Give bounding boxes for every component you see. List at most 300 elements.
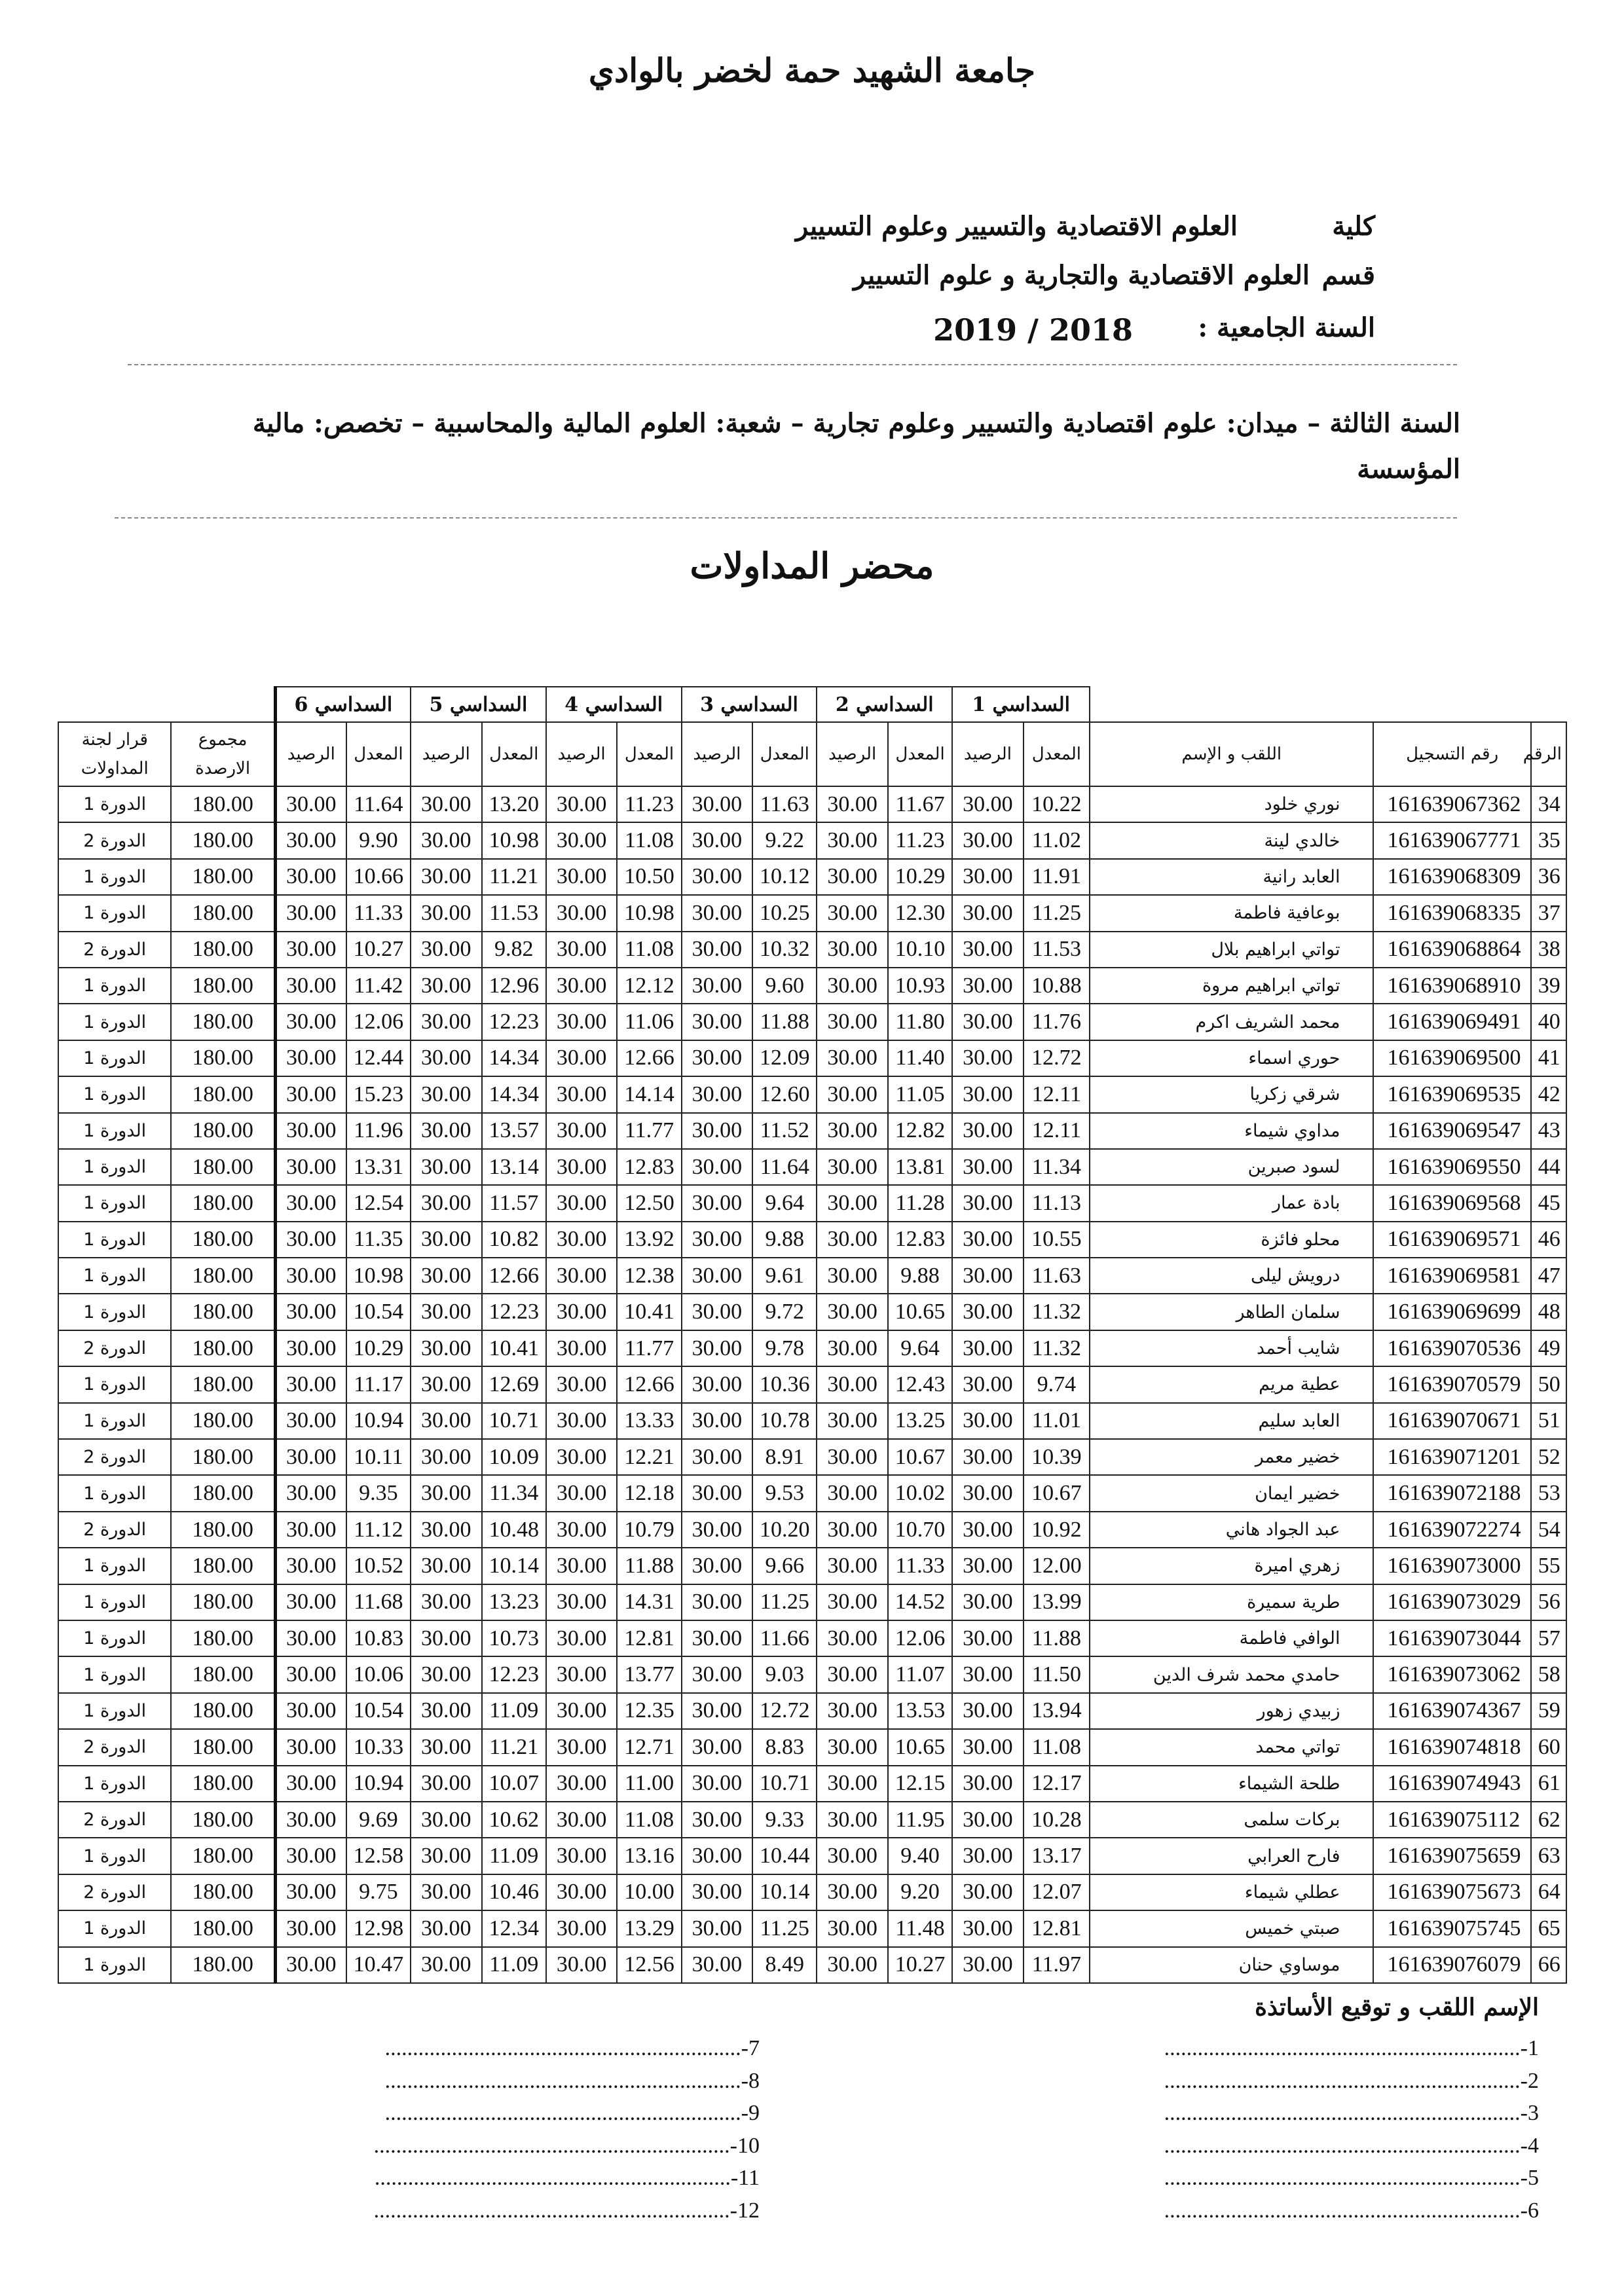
semester-credits: 30.00 — [682, 1512, 753, 1548]
semester-credits: 30.00 — [952, 1475, 1024, 1511]
semester-credits: 30.00 — [275, 1874, 346, 1910]
semester-credits: 30.00 — [411, 932, 482, 968]
semester-average: 12.98 — [346, 1910, 411, 1946]
total-credits: 180.00 — [171, 1874, 275, 1910]
semester-credits: 30.00 — [546, 1693, 618, 1729]
semester-credits: 30.00 — [952, 1294, 1024, 1330]
col-index: الرقم — [1531, 722, 1566, 786]
student-name: شايب أحمد — [1090, 1330, 1373, 1366]
table-row — [58, 1910, 1566, 1946]
semester-average: 12.23 — [482, 1656, 546, 1692]
semester-average: 12.18 — [617, 1475, 681, 1511]
semester-credits: 30.00 — [411, 1729, 482, 1765]
decision: الدورة 2 — [58, 1439, 171, 1475]
table-row — [58, 1330, 1566, 1366]
decision: الدورة 1 — [58, 1838, 171, 1874]
semester-average: 10.14 — [482, 1548, 546, 1584]
registration-number: 161639069581 — [1373, 1258, 1530, 1294]
semester-credits: 30.00 — [275, 1403, 346, 1439]
semester-credits: 30.00 — [817, 1693, 888, 1729]
row-index: 52 — [1531, 1439, 1566, 1475]
semester-credits: 30.00 — [682, 1802, 753, 1838]
semester-credits: 30.00 — [682, 968, 753, 1004]
semester-credits: 30.00 — [817, 1802, 888, 1838]
semester-average: 10.27 — [346, 932, 411, 968]
semester-average: 11.67 — [888, 786, 952, 822]
faculty-value: العلوم الاقتصادية والتسيير وعلوم التسيير — [795, 211, 1238, 242]
semester-credits: 30.00 — [817, 1040, 888, 1076]
table-row — [58, 822, 1566, 858]
semester-average: 11.08 — [617, 1802, 681, 1838]
semester-average: 11.52 — [752, 1113, 817, 1149]
row-index: 46 — [1531, 1222, 1566, 1258]
registration-number: 161639069535 — [1373, 1076, 1530, 1112]
semester-credits: 30.00 — [546, 895, 618, 931]
semester-credits: 30.00 — [411, 1874, 482, 1910]
row-index: 48 — [1531, 1294, 1566, 1330]
semester-credits: 30.00 — [411, 1947, 482, 1983]
department-label: قسم — [1321, 260, 1375, 291]
table-row — [58, 1040, 1566, 1076]
semester-credits: 30.00 — [682, 1149, 753, 1185]
semester-credits: 30.00 — [275, 1294, 346, 1330]
semester-credits: 30.00 — [275, 1439, 346, 1475]
semester-credits: 30.00 — [817, 1403, 888, 1439]
semester-credits: 30.00 — [546, 1294, 618, 1330]
semester-credits: 30.00 — [546, 1620, 618, 1656]
col-credits: الرصيد — [952, 722, 1024, 786]
decision: الدورة 1 — [58, 1004, 171, 1040]
semester-average: 10.33 — [346, 1729, 411, 1765]
semester-header: السداسي 1 — [952, 687, 1090, 722]
semester-average: 15.23 — [346, 1076, 411, 1112]
semester-average: 12.83 — [888, 1222, 952, 1258]
semester-credits: 30.00 — [411, 1439, 482, 1475]
semester-average: 12.07 — [1024, 1874, 1090, 1910]
semester-average: 9.40 — [888, 1838, 952, 1874]
semester-credits: 30.00 — [411, 1620, 482, 1656]
decision: الدورة 1 — [58, 1656, 171, 1692]
row-index: 51 — [1531, 1403, 1566, 1439]
semester-average: 9.61 — [752, 1258, 817, 1294]
semester-average: 10.29 — [346, 1330, 411, 1366]
col-total: مجموع الارصدة — [171, 722, 275, 786]
semester-average: 12.35 — [617, 1693, 681, 1729]
registration-number: 161639068864 — [1373, 932, 1530, 968]
semester-average: 10.36 — [752, 1366, 817, 1402]
semester-average: 10.02 — [888, 1475, 952, 1511]
semester-average: 11.33 — [888, 1548, 952, 1584]
semester-credits: 30.00 — [817, 859, 888, 895]
semester-credits: 30.00 — [817, 1149, 888, 1185]
semester-average: 10.92 — [1024, 1512, 1090, 1548]
total-credits: 180.00 — [171, 1330, 275, 1366]
row-index: 45 — [1531, 1185, 1566, 1221]
col-average: المعدل — [482, 722, 546, 786]
semester-credits: 30.00 — [411, 1838, 482, 1874]
semester-credits: 30.00 — [817, 1222, 888, 1258]
semester-average: 12.23 — [482, 1004, 546, 1040]
semester-average: 12.66 — [617, 1040, 681, 1076]
semester-average: 11.48 — [888, 1910, 952, 1946]
total-credits: 180.00 — [171, 1113, 275, 1149]
total-credits: 180.00 — [171, 1258, 275, 1294]
semester-average: 13.81 — [888, 1149, 952, 1185]
table-row — [58, 786, 1566, 822]
student-name: صبتي خميس — [1090, 1910, 1373, 1946]
table-row — [58, 1838, 1566, 1874]
semester-credits: 30.00 — [275, 1693, 346, 1729]
semester-credits: 30.00 — [682, 1185, 753, 1221]
decision: الدورة 1 — [58, 1149, 171, 1185]
student-name: فارح العرابي — [1090, 1838, 1373, 1874]
registration-number: 161639069550 — [1373, 1149, 1530, 1185]
semester-credits: 30.00 — [546, 1802, 618, 1838]
col-average: المعدل — [752, 722, 817, 786]
semester-average: 12.82 — [888, 1113, 952, 1149]
semester-credits: 30.00 — [411, 1185, 482, 1221]
registration-number: 161639072274 — [1373, 1512, 1530, 1548]
registration-number: 161639075673 — [1373, 1874, 1530, 1910]
signature-line: 5-................................................................ — [1164, 2166, 1539, 2190]
semester-average: 10.48 — [482, 1512, 546, 1548]
table-row — [58, 1258, 1566, 1294]
program-description: السنة الثالثة – ميدان: علوم اقتصادية والتسيير وعلوم تجارية – شعبة: العلوم المالية والمحاسبية – تخصص: مالية المؤسسة — [252, 408, 1460, 484]
registration-number: 161639076079 — [1373, 1947, 1530, 1983]
semester-credits: 30.00 — [275, 1838, 346, 1874]
student-name: نوري خلود — [1090, 786, 1373, 822]
semester-credits: 30.00 — [682, 1366, 753, 1402]
registration-number: 161639075745 — [1373, 1910, 1530, 1946]
semester-average: 10.65 — [888, 1729, 952, 1765]
semester-average: 11.34 — [482, 1475, 546, 1511]
semester-credits: 30.00 — [546, 1584, 618, 1620]
semester-credits: 30.00 — [275, 1910, 346, 1946]
semester-credits: 30.00 — [546, 1947, 618, 1983]
semester-average: 9.33 — [752, 1802, 817, 1838]
semester-average: 10.62 — [482, 1802, 546, 1838]
semester-average: 12.66 — [617, 1366, 681, 1402]
total-credits: 180.00 — [171, 1910, 275, 1946]
semester-credits: 30.00 — [682, 1729, 753, 1765]
semester-average: 10.98 — [482, 822, 546, 858]
semester-average: 12.00 — [1024, 1548, 1090, 1584]
semester-credits: 30.00 — [546, 1330, 618, 1366]
semester-average: 10.52 — [346, 1548, 411, 1584]
semester-average: 10.41 — [617, 1294, 681, 1330]
semester-average: 11.09 — [482, 1693, 546, 1729]
semester-credits: 30.00 — [275, 859, 346, 895]
signature-line: 8-................................................................ — [384, 2068, 760, 2093]
semester-credits: 30.00 — [411, 1475, 482, 1511]
semester-average: 11.21 — [482, 859, 546, 895]
academic-year-row — [262, 312, 1375, 354]
semester-average: 11.32 — [1024, 1294, 1090, 1330]
semester-average: 14.52 — [888, 1584, 952, 1620]
decision: الدورة 1 — [58, 1620, 171, 1656]
semester-average: 13.17 — [1024, 1838, 1090, 1874]
total-credits: 180.00 — [171, 1838, 275, 1874]
semester-credits: 30.00 — [682, 895, 753, 931]
decision: الدورة 2 — [58, 932, 171, 968]
semester-credits: 30.00 — [411, 859, 482, 895]
registration-number: 161639073044 — [1373, 1620, 1530, 1656]
semester-average: 9.90 — [346, 822, 411, 858]
semester-credits: 30.00 — [275, 932, 346, 968]
semester-credits: 30.00 — [817, 1439, 888, 1475]
semester-average: 10.27 — [888, 1947, 952, 1983]
semester-average: 12.12 — [617, 968, 681, 1004]
semester-average: 13.53 — [888, 1693, 952, 1729]
semester-credits: 30.00 — [411, 822, 482, 858]
department-value: العلوم الاقتصادية والتجارية و علوم التسيير — [853, 260, 1310, 291]
semester-average: 10.88 — [1024, 968, 1090, 1004]
semester-credits: 30.00 — [275, 1475, 346, 1511]
row-index: 37 — [1531, 895, 1566, 931]
table-row — [58, 1766, 1566, 1802]
total-credits: 180.00 — [171, 1222, 275, 1258]
table-row — [58, 1548, 1566, 1584]
semester-average: 13.20 — [482, 786, 546, 822]
semester-credits: 30.00 — [275, 1113, 346, 1149]
signature-line: 7-................................................................ — [384, 2036, 760, 2060]
student-name: بادة عمار — [1090, 1185, 1373, 1221]
col-average: المعدل — [346, 722, 411, 786]
total-credits: 180.00 — [171, 1294, 275, 1330]
semester-credits: 30.00 — [817, 968, 888, 1004]
semester-average: 8.91 — [752, 1439, 817, 1475]
table-row — [58, 1439, 1566, 1475]
row-index: 34 — [1531, 786, 1566, 822]
semester-average: 10.07 — [482, 1766, 546, 1802]
semester-average: 11.07 — [888, 1656, 952, 1692]
decision: الدورة 1 — [58, 786, 171, 822]
row-index: 55 — [1531, 1548, 1566, 1584]
decision: الدورة 2 — [58, 1802, 171, 1838]
semester-credits: 30.00 — [546, 1185, 618, 1221]
semester-average: 10.55 — [1024, 1222, 1090, 1258]
semester-average: 10.20 — [752, 1512, 817, 1548]
semester-average: 12.43 — [888, 1366, 952, 1402]
semester-credits: 30.00 — [546, 859, 618, 895]
registration-number: 161639074367 — [1373, 1693, 1530, 1729]
semester-average: 11.08 — [1024, 1729, 1090, 1765]
table-row — [58, 1584, 1566, 1620]
row-index: 36 — [1531, 859, 1566, 895]
semester-average: 11.66 — [752, 1620, 817, 1656]
semester-average: 11.68 — [346, 1584, 411, 1620]
semester-credits: 30.00 — [546, 932, 618, 968]
semester-average: 10.71 — [482, 1403, 546, 1439]
student-name: تواتي محمد — [1090, 1729, 1373, 1765]
registration-number: 161639068309 — [1373, 859, 1530, 895]
semester-average: 11.28 — [888, 1185, 952, 1221]
semester-credits: 30.00 — [682, 1403, 753, 1439]
student-name: مداوي شيماء — [1090, 1113, 1373, 1149]
semester-average: 9.75 — [346, 1874, 411, 1910]
semester-average: 10.47 — [346, 1947, 411, 1983]
semester-credits: 30.00 — [682, 1258, 753, 1294]
decision: الدورة 1 — [58, 1403, 171, 1439]
semester-average: 12.71 — [617, 1729, 681, 1765]
semester-average: 9.20 — [888, 1874, 952, 1910]
total-credits: 180.00 — [171, 1403, 275, 1439]
semester-average: 10.67 — [888, 1439, 952, 1475]
decision: الدورة 1 — [58, 1584, 171, 1620]
row-index: 42 — [1531, 1076, 1566, 1112]
registration-number: 161639070536 — [1373, 1330, 1530, 1366]
semester-average: 13.23 — [482, 1584, 546, 1620]
semester-credits: 30.00 — [817, 1185, 888, 1221]
semester-credits: 30.00 — [411, 1910, 482, 1946]
semester-credits: 30.00 — [682, 1548, 753, 1584]
semester-credits: 30.00 — [275, 1548, 346, 1584]
semester-credits: 30.00 — [411, 1258, 482, 1294]
total-credits: 180.00 — [171, 1475, 275, 1511]
semester-credits: 30.00 — [411, 1149, 482, 1185]
semester-credits: 30.00 — [411, 1222, 482, 1258]
table-row — [58, 1512, 1566, 1548]
col-decision: قرار لجنة المداولات — [58, 722, 171, 786]
academic-year-label: السنة الجامعية : — [1198, 312, 1375, 343]
row-index: 62 — [1531, 1802, 1566, 1838]
semester-average: 11.08 — [617, 822, 681, 858]
student-name: موساوي حنان — [1090, 1947, 1373, 1983]
semester-average: 11.25 — [752, 1910, 817, 1946]
semester-credits: 30.00 — [546, 1729, 618, 1765]
row-index: 64 — [1531, 1874, 1566, 1910]
semester-average: 11.09 — [482, 1947, 546, 1983]
row-index: 35 — [1531, 822, 1566, 858]
total-credits: 180.00 — [171, 895, 275, 931]
semester-credits: 30.00 — [817, 932, 888, 968]
row-index: 43 — [1531, 1113, 1566, 1149]
semester-average: 12.81 — [1024, 1910, 1090, 1946]
semester-credits: 30.00 — [275, 822, 346, 858]
table-row — [58, 1475, 1566, 1511]
semester-average: 14.31 — [617, 1584, 681, 1620]
table-row — [58, 1403, 1566, 1439]
semester-average: 11.96 — [346, 1113, 411, 1149]
student-name: تواتي ابراهيم مروة — [1090, 968, 1373, 1004]
student-name: محمد الشريف اكرم — [1090, 1004, 1373, 1040]
row-index: 40 — [1531, 1004, 1566, 1040]
table-row — [58, 1802, 1566, 1838]
semester-credits: 30.00 — [411, 1802, 482, 1838]
semester-average: 12.50 — [617, 1185, 681, 1221]
semester-credits: 30.00 — [682, 1766, 753, 1802]
registration-number: 161639069568 — [1373, 1185, 1530, 1221]
semester-credits: 30.00 — [411, 1512, 482, 1548]
col-credits: الرصيد — [546, 722, 618, 786]
semester-average: 12.60 — [752, 1076, 817, 1112]
semester-credits: 30.00 — [275, 1222, 346, 1258]
decision: الدورة 1 — [58, 1185, 171, 1221]
semester-average: 10.29 — [888, 859, 952, 895]
signature-line: 4-................................................................ — [1164, 2133, 1539, 2158]
row-index: 57 — [1531, 1620, 1566, 1656]
semester-average: 10.73 — [482, 1620, 546, 1656]
university-title: جامعة الشهيد حمة لخضر بالوادي — [588, 51, 1036, 90]
registration-number: 161639073029 — [1373, 1584, 1530, 1620]
semester-credits: 30.00 — [411, 1076, 482, 1112]
semester-average: 11.25 — [1024, 895, 1090, 931]
total-credits: 180.00 — [171, 968, 275, 1004]
decision: الدورة 1 — [58, 1258, 171, 1294]
semester-average: 11.88 — [617, 1548, 681, 1584]
signature-line: 6-................................................................ — [1164, 2198, 1539, 2223]
semester-credits: 30.00 — [275, 895, 346, 931]
decision: الدورة 1 — [58, 1294, 171, 1330]
semester-credits: 30.00 — [682, 1693, 753, 1729]
semester-credits: 30.00 — [682, 1294, 753, 1330]
semester-average: 10.10 — [888, 932, 952, 968]
student-name: خالدي لينة — [1090, 822, 1373, 858]
semester-credits: 30.00 — [275, 1512, 346, 1548]
semester-credits: 30.00 — [952, 1584, 1024, 1620]
semester-average: 11.77 — [617, 1330, 681, 1366]
semester-credits: 30.00 — [546, 1766, 618, 1802]
semester-credits: 30.00 — [546, 1149, 618, 1185]
semester-average: 11.34 — [1024, 1149, 1090, 1185]
semester-average: 10.11 — [346, 1439, 411, 1475]
semester-header: السداسي 6 — [275, 687, 411, 722]
registration-number: 161639070671 — [1373, 1403, 1530, 1439]
student-name: سلمان الطاهر — [1090, 1294, 1373, 1330]
semester-average: 10.83 — [346, 1620, 411, 1656]
semester-average: 12.17 — [1024, 1766, 1090, 1802]
semester-credits: 30.00 — [411, 1004, 482, 1040]
student-name: العابد رانية — [1090, 859, 1373, 895]
semester-credits: 30.00 — [275, 1766, 346, 1802]
row-index: 47 — [1531, 1258, 1566, 1294]
semester-average: 9.64 — [888, 1330, 952, 1366]
semester-credits: 30.00 — [275, 1185, 346, 1221]
semester-credits: 30.00 — [952, 1076, 1024, 1112]
semester-credits: 30.00 — [817, 1910, 888, 1946]
semester-average: 12.66 — [482, 1258, 546, 1294]
registration-number: 161639074818 — [1373, 1729, 1530, 1765]
semester-credits: 30.00 — [952, 1766, 1024, 1802]
row-index: 41 — [1531, 1040, 1566, 1076]
table-row — [58, 1185, 1566, 1221]
row-index: 61 — [1531, 1766, 1566, 1802]
academic-year-value: 2019 / 2018 — [933, 312, 1133, 348]
semester-credits: 30.00 — [817, 1947, 888, 1983]
semester-credits: 30.00 — [682, 1475, 753, 1511]
registration-number: 161639067362 — [1373, 786, 1530, 822]
semester-credits: 30.00 — [546, 1222, 618, 1258]
semester-average: 11.91 — [1024, 859, 1090, 895]
semester-credits: 30.00 — [952, 1330, 1024, 1366]
row-index: 38 — [1531, 932, 1566, 968]
student-name: عطية مريم — [1090, 1366, 1373, 1402]
semester-credits: 30.00 — [952, 1439, 1024, 1475]
total-credits: 180.00 — [171, 822, 275, 858]
registration-number: 161639067771 — [1373, 822, 1530, 858]
semester-credits: 30.00 — [682, 932, 753, 968]
semester-credits: 30.00 — [682, 1004, 753, 1040]
semester-credits: 30.00 — [817, 1656, 888, 1692]
semester-average: 13.14 — [482, 1149, 546, 1185]
semester-average: 11.63 — [1024, 1258, 1090, 1294]
student-name: طرية سميرة — [1090, 1584, 1373, 1620]
semester-credits: 30.00 — [682, 859, 753, 895]
semester-average: 12.11 — [1024, 1113, 1090, 1149]
semester-average: 11.33 — [346, 895, 411, 931]
semester-average: 10.44 — [752, 1838, 817, 1874]
semester-average: 9.88 — [888, 1258, 952, 1294]
